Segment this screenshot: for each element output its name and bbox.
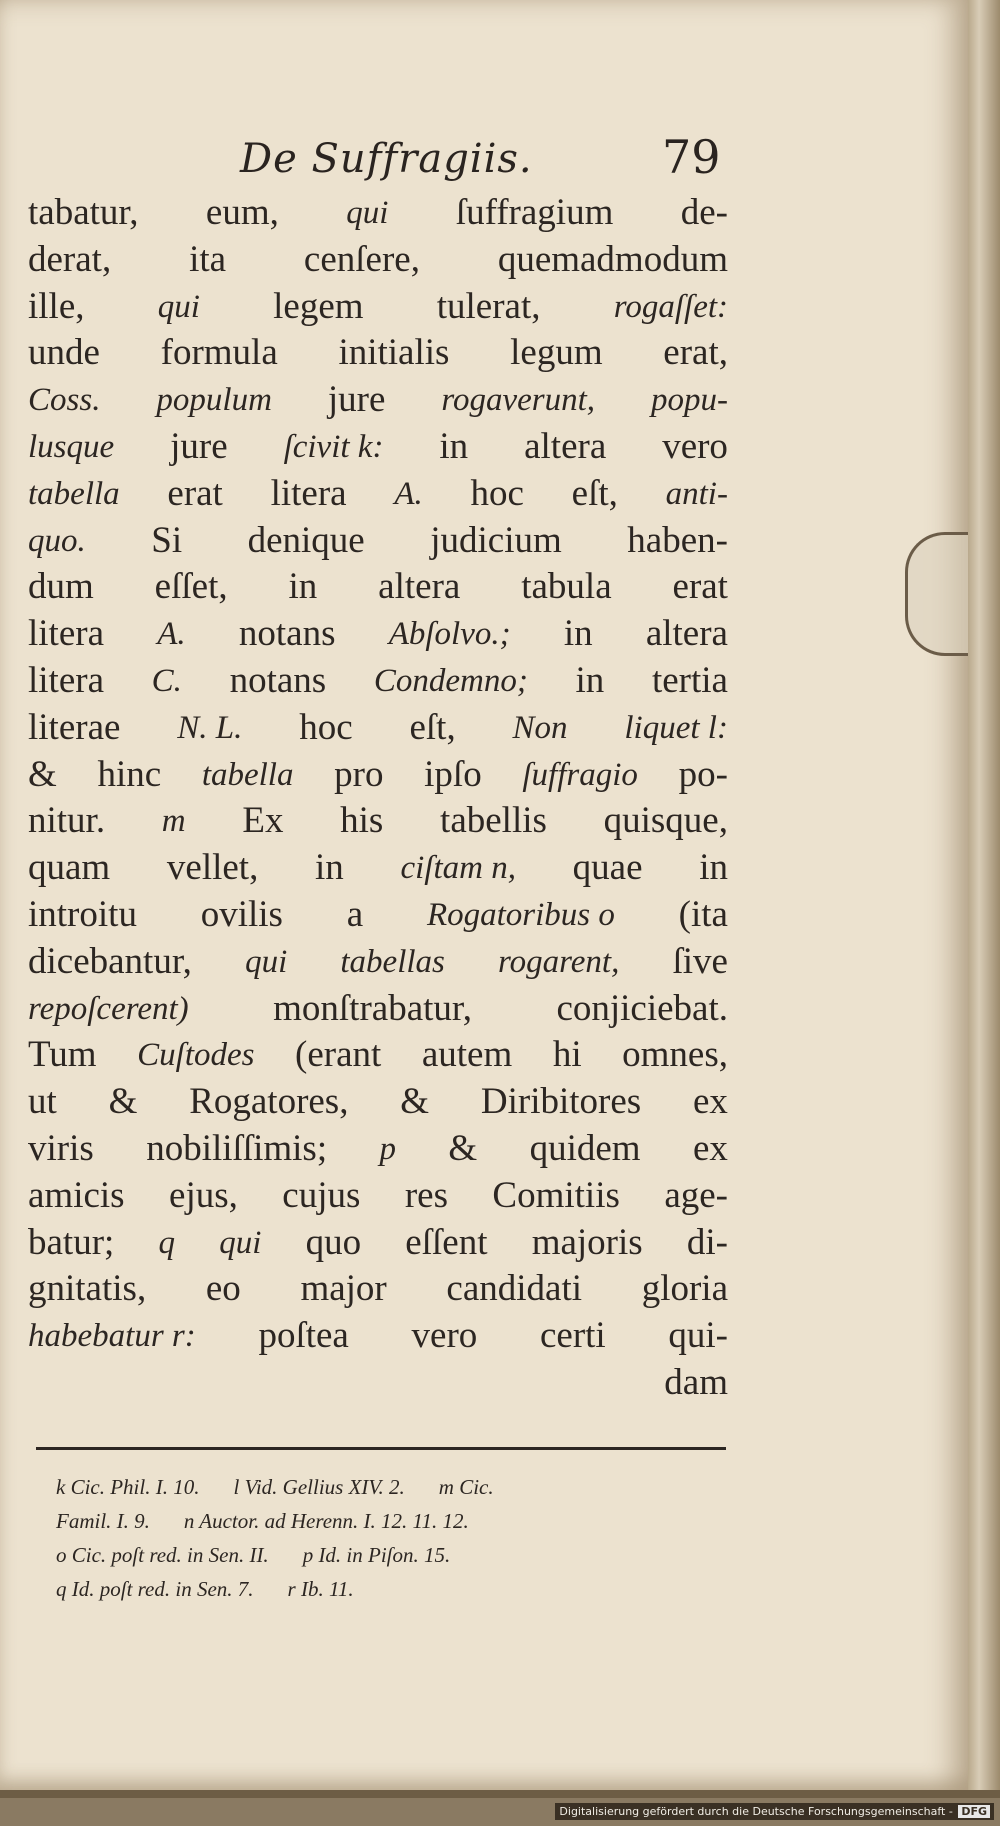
- word: dicebantur,: [28, 940, 192, 982]
- word: lusque: [28, 428, 115, 465]
- word: cenſere,: [303, 238, 420, 280]
- word: p: [379, 1130, 397, 1167]
- footnote-entry: p Id. in Piſon. 15.: [302, 1543, 451, 1567]
- word: (ita: [678, 893, 728, 935]
- word: qui-: [668, 1315, 728, 1357]
- word: tulerat,: [436, 285, 541, 327]
- word: haben-: [627, 519, 728, 561]
- word: nitur.: [28, 800, 106, 842]
- word: ille,: [28, 285, 85, 327]
- word: repoſcerent): [28, 990, 189, 1027]
- word: in: [575, 659, 605, 701]
- word: qui: [346, 195, 389, 231]
- word: quo: [305, 1221, 362, 1263]
- footnote-entry: l Vid. Gellius XIV. 2.: [233, 1475, 405, 1499]
- word: Abſolvo.;: [388, 616, 511, 653]
- word: ita: [189, 238, 227, 280]
- text-line: [28, 330, 728, 377]
- word: tabatur,: [28, 192, 139, 233]
- word: A.: [157, 616, 186, 653]
- word: C.: [151, 662, 182, 699]
- word: ſuffragio: [522, 756, 638, 793]
- text-line: [28, 1126, 728, 1173]
- page-bottom-edge: [0, 1790, 1000, 1798]
- credit-text: Digitalisierung gefördert durch die Deutsche Forschungsgemeinschaft -: [559, 1805, 953, 1818]
- text-line: [28, 611, 728, 658]
- footnote-line: [56, 1470, 736, 1504]
- word: pro: [334, 753, 384, 795]
- footnote-entry: m Cic.: [438, 1475, 494, 1499]
- word: certi: [539, 1315, 606, 1357]
- word: altera: [524, 425, 607, 467]
- word: vellet,: [166, 847, 259, 889]
- word: viris: [28, 1127, 94, 1169]
- page-number: 79: [662, 130, 721, 184]
- word: qui: [157, 288, 200, 325]
- word: rogaſſet:: [613, 288, 728, 325]
- word: gloria: [641, 1268, 728, 1310]
- word: gnitatis,: [28, 1268, 147, 1310]
- word: ſive: [672, 940, 728, 982]
- word: conjiciebat.: [556, 987, 728, 1029]
- word: ſuffragium: [455, 192, 614, 233]
- word: in: [699, 847, 728, 889]
- word: Rogatoribus o: [426, 896, 615, 933]
- word: Ex: [242, 800, 284, 842]
- footnote-entry: k Cic. Phil. I. 10.: [56, 1475, 200, 1499]
- word: N. L.: [177, 709, 243, 746]
- word: erat: [167, 472, 223, 514]
- word: ciſtam n,: [400, 850, 516, 887]
- word: in: [439, 425, 469, 467]
- footnote-entry: r Ib. 11.: [287, 1577, 354, 1601]
- text-line: [28, 845, 728, 892]
- word: legem: [273, 285, 364, 327]
- word: jure: [327, 379, 386, 421]
- word: habebatur r:: [28, 1318, 196, 1355]
- word: in: [288, 566, 318, 608]
- text-line: [28, 564, 728, 611]
- word: hoc: [299, 706, 353, 748]
- word: Tum: [28, 1034, 97, 1076]
- page-edge: [968, 0, 1000, 1790]
- word: po-: [678, 753, 728, 795]
- word: ex: [693, 1127, 728, 1169]
- text-line: [28, 1266, 728, 1313]
- word: Coss.: [28, 382, 101, 419]
- text-line: [28, 658, 728, 705]
- text-line: [28, 518, 728, 565]
- text-line: [28, 237, 728, 284]
- word: majoris: [531, 1221, 643, 1263]
- text-line: [28, 798, 728, 845]
- word: quisque,: [603, 800, 728, 842]
- text-line: [28, 752, 728, 799]
- footnote-entry: o Cic. poſt red. in Sen. II.: [56, 1543, 269, 1567]
- word: litera: [28, 613, 105, 655]
- word: nobiliſſimis;: [146, 1127, 328, 1169]
- word: eo: [205, 1268, 241, 1310]
- word: in: [563, 613, 593, 655]
- word: vero: [411, 1315, 478, 1357]
- word: qui: [245, 943, 288, 980]
- word: monſtrabatur,: [273, 987, 472, 1029]
- word: Diribitores: [480, 1081, 642, 1123]
- word: (erant: [295, 1034, 382, 1076]
- text-line: [28, 1313, 728, 1360]
- word: cujus: [282, 1174, 361, 1216]
- word: ejus,: [169, 1174, 238, 1216]
- word: &: [400, 1081, 430, 1123]
- word: formula: [160, 332, 278, 374]
- word: litera: [28, 659, 105, 701]
- word: ex: [693, 1081, 728, 1123]
- word: altera: [378, 566, 461, 608]
- body-text: [28, 190, 728, 1407]
- word: erat: [672, 566, 728, 608]
- word: Cuſtodes: [137, 1037, 255, 1074]
- word: hinc: [97, 753, 162, 795]
- word: unde: [28, 332, 100, 374]
- word: &: [448, 1127, 478, 1169]
- word: anti-: [665, 475, 728, 512]
- word: denique: [247, 519, 365, 561]
- word: eum,: [205, 192, 279, 233]
- word: age-: [664, 1174, 728, 1216]
- word: literae: [28, 706, 121, 748]
- dfg-logo: DFG: [958, 1805, 990, 1818]
- text-line: [28, 377, 728, 424]
- word: litera: [270, 472, 347, 514]
- word: ſcivit k:: [283, 428, 384, 465]
- word: Rogatores,: [189, 1081, 349, 1123]
- text-line: [28, 986, 728, 1033]
- word: Condemno;: [373, 662, 528, 699]
- word: eſſent: [405, 1221, 488, 1263]
- running-title: De Suffragiis.: [240, 136, 533, 182]
- word: hoc: [470, 472, 524, 514]
- word: Si: [151, 519, 183, 561]
- word: eſſet,: [154, 566, 228, 608]
- text-line: [28, 471, 728, 518]
- word: his: [340, 800, 384, 842]
- text-line: [28, 1360, 728, 1407]
- word: batur;: [28, 1221, 115, 1263]
- word: derat,: [28, 238, 112, 280]
- word: m: [161, 803, 186, 840]
- word: populum: [156, 382, 272, 419]
- footnote-line: [56, 1538, 736, 1572]
- word: rogaverunt,: [441, 382, 596, 419]
- word: quam: [28, 847, 111, 889]
- text-line: [28, 284, 728, 331]
- word: altera: [645, 613, 728, 655]
- word: notans: [238, 613, 336, 655]
- word: tabula: [521, 566, 612, 608]
- word: Comitiis: [492, 1174, 620, 1216]
- word: introitu: [28, 893, 137, 935]
- word: quidem: [529, 1127, 641, 1169]
- text-line: [28, 1220, 728, 1267]
- footnotes: [56, 1470, 736, 1606]
- text-line: [28, 424, 728, 471]
- word: &: [28, 753, 57, 795]
- digitization-credit: [555, 1803, 994, 1820]
- word: ipſo: [424, 753, 482, 795]
- word: ovilis: [200, 893, 283, 935]
- word: A.: [394, 475, 423, 512]
- word: &: [108, 1081, 138, 1123]
- word: initialis: [338, 332, 450, 374]
- word: eſt,: [571, 472, 618, 514]
- word: di-: [686, 1221, 728, 1263]
- text-line: [28, 190, 728, 237]
- word: eſt,: [409, 706, 456, 748]
- word: qui: [219, 1224, 262, 1261]
- word: notans: [229, 659, 327, 701]
- word: poſtea: [258, 1315, 349, 1357]
- word: tabella: [28, 475, 120, 512]
- word: quae: [572, 847, 643, 889]
- word: erat,: [663, 332, 728, 374]
- word: candidati: [446, 1268, 583, 1310]
- word: vero: [662, 425, 728, 467]
- text-line: [28, 1173, 728, 1220]
- word: tabellis: [440, 800, 547, 842]
- word: in: [315, 847, 344, 889]
- word: rogarent,: [498, 943, 620, 980]
- text-line: [28, 939, 728, 986]
- text-line: [28, 705, 728, 752]
- word: popu-: [650, 382, 728, 419]
- text-line: [28, 1079, 728, 1126]
- word: dum: [28, 566, 94, 608]
- word: ut: [28, 1081, 57, 1123]
- word: legum: [510, 332, 603, 374]
- text-line: [28, 892, 728, 939]
- word: omnes,: [622, 1034, 728, 1076]
- footnote-line: [56, 1504, 736, 1538]
- text-line: [28, 1032, 728, 1079]
- word: quemadmodum: [497, 238, 728, 280]
- word: de-: [680, 192, 728, 233]
- word: judicium: [430, 519, 562, 561]
- footnote-entry: n Auctor. ad Herenn. I. 12. 11. 12.: [183, 1509, 469, 1533]
- word: hi: [552, 1034, 582, 1076]
- footnote-entry: Famil. I. 9.: [56, 1509, 150, 1533]
- word: tabellas: [340, 943, 445, 980]
- word: amicis: [28, 1174, 125, 1216]
- word: dam: [664, 1361, 728, 1403]
- page-header: [30, 128, 730, 198]
- word: Non: [512, 709, 568, 746]
- word: tabella: [201, 756, 294, 793]
- word: a: [346, 893, 364, 935]
- word: q: [158, 1224, 176, 1261]
- word: res: [404, 1174, 448, 1216]
- word: liquet l:: [624, 709, 728, 746]
- word: autem: [421, 1034, 513, 1076]
- footnote-rule: [36, 1447, 726, 1450]
- word: tertia: [651, 659, 728, 701]
- word: jure: [170, 425, 228, 467]
- footnote-entry: q Id. poſt red. in Sen. 7.: [56, 1577, 254, 1601]
- footnote-line: [56, 1572, 736, 1606]
- word: major: [300, 1268, 387, 1310]
- word: quo.: [28, 522, 86, 559]
